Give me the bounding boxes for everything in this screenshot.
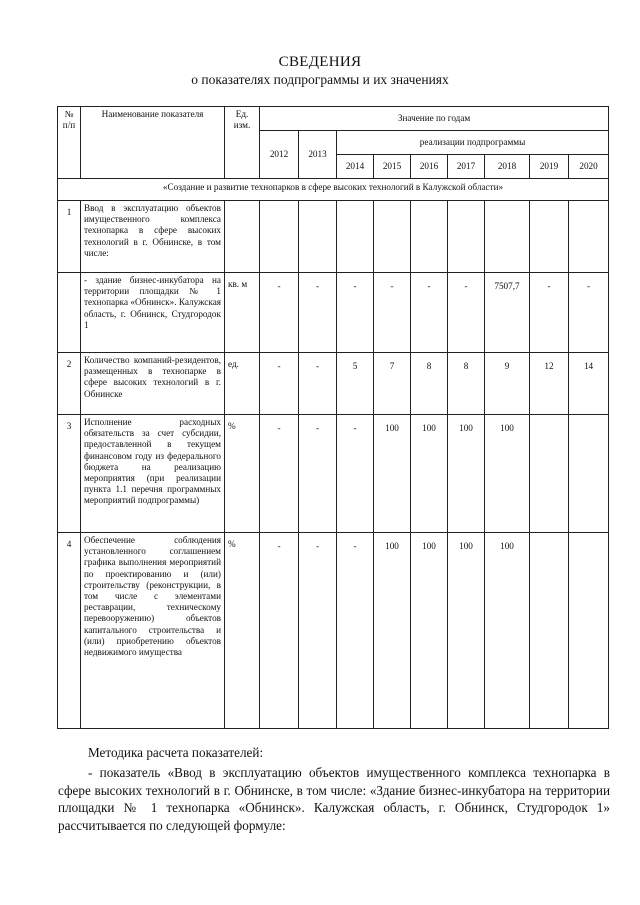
header-year-2020: 2020: [569, 155, 609, 179]
cell-2019: [530, 415, 569, 533]
cell-2017: 8: [448, 353, 485, 415]
cell-2014: 5: [337, 353, 374, 415]
row-num: 3: [58, 415, 81, 533]
cell-2016: 100: [411, 415, 448, 533]
cell-2012: -: [260, 533, 299, 729]
document-title: СВЕДЕНИЯ: [278, 54, 362, 70]
row-name: Исполнение расходных обязательств за счет субсидии, предоставленной в текущем финансовом году из федерального бюджета на реализацию мероприятия (при реализации пункта 1.1 перечня программных мероприятий подпрограммы): [81, 415, 225, 533]
cell-2020: -: [569, 273, 609, 353]
cell-2017: 100: [448, 533, 485, 729]
header-unit: Ед. изм.: [225, 107, 260, 179]
methodology-text: - показатель «Ввод в эксплуатацию объектов имущественного комплекса технопарка в сфере высоких технологий в г. Обнинске, в том числе: «Здание бизнес-инкубатора на территории площадки № 1 технопарка «Обнинск». Калужская область, г. Обнинск, Студгородок 1» рассчитывается по следующей формуле:: [58, 765, 610, 833]
cell-2017: 100: [448, 415, 485, 533]
methodology-heading: Методика расчета показателей:: [88, 745, 264, 760]
cell-2019: [530, 533, 569, 729]
cell-2012: [260, 201, 299, 273]
header-implementation: реализации подпрограммы: [337, 131, 609, 155]
cell-2012: -: [260, 273, 299, 353]
cell-2013: [299, 201, 337, 273]
cell-2014: [337, 201, 374, 273]
document-subtitle: о показателях подпрограммы и их значениях: [191, 72, 449, 87]
cell-2017: -: [448, 273, 485, 353]
cell-2015: 7: [374, 353, 411, 415]
header-year-2017: 2017: [448, 155, 485, 179]
cell-2020: [569, 201, 609, 273]
cell-2019: [530, 201, 569, 273]
cell-2018: [485, 201, 530, 273]
cell-2015: 100: [374, 415, 411, 533]
cell-2016: -: [411, 273, 448, 353]
header-values-by-year: Значение по годам: [260, 107, 609, 131]
cell-2013: -: [299, 273, 337, 353]
row-name: Ввод в эксплуатацию объектов имущественного комплекса технопарка в сфере высоких технологий в г. Обнинске, в том числе:: [81, 201, 225, 273]
cell-2019: 12: [530, 353, 569, 415]
cell-2018: 100: [485, 415, 530, 533]
cell-2020: [569, 415, 609, 533]
cell-2013: -: [299, 353, 337, 415]
row-name: Обеспечение соблюдения установленного соглашением графика выполнения мероприятий по проектированию и (или) строительству (реконструкции, в том числе с элементами реставрации, техническому перевооружению) объектов капитального строительства и (или) приобретению объектов недвижимого имущества: [81, 533, 225, 729]
header-year-2014: 2014: [337, 155, 374, 179]
cell-2015: 100: [374, 533, 411, 729]
row-num: 4: [58, 533, 81, 729]
cell-2015: -: [374, 273, 411, 353]
row-unit: [225, 201, 260, 273]
header-year-2019: 2019: [530, 155, 569, 179]
cell-2016: [411, 201, 448, 273]
header-year-2015: 2015: [374, 155, 411, 179]
cell-2016: 100: [411, 533, 448, 729]
row-num: [58, 273, 81, 353]
section-title: «Создание и развитие технопарков в сфере высоких технологий в Калужской области»: [58, 179, 609, 201]
cell-2018: 7507,7: [485, 273, 530, 353]
row-num: 2: [58, 353, 81, 415]
cell-2018: 9: [485, 353, 530, 415]
table-row: [58, 201, 609, 273]
cell-2012: -: [260, 353, 299, 415]
table-row: [58, 415, 609, 533]
table-row: [58, 273, 609, 353]
table-row: [58, 533, 609, 729]
cell-2016: 8: [411, 353, 448, 415]
header-year-2012: 2012: [260, 131, 299, 179]
cell-2012: -: [260, 415, 299, 533]
row-num: 1: [58, 201, 81, 273]
row-unit: ед.: [225, 353, 260, 415]
header-year-2016: 2016: [411, 155, 448, 179]
row-name: - здание бизнес-инкубатора на территории площадки № 1 технопарка «Обнинск». Калужская область, г. Обнинск, Студгородок 1: [81, 273, 225, 353]
row-unit: %: [225, 415, 260, 533]
row-unit: %: [225, 533, 260, 729]
indicators-table: [57, 106, 609, 729]
cell-2013: -: [299, 415, 337, 533]
cell-2014: -: [337, 533, 374, 729]
table-row: [58, 353, 609, 415]
cell-2015: [374, 201, 411, 273]
cell-2014: -: [337, 415, 374, 533]
header-year-2018: 2018: [485, 155, 530, 179]
header-year-2013: 2013: [299, 131, 337, 179]
cell-2014: -: [337, 273, 374, 353]
cell-2017: [448, 201, 485, 273]
header-num: № п/п: [58, 107, 81, 179]
header-name: Наименование показателя: [81, 107, 225, 179]
row-name: Количество компаний-резидентов, размещенных в технопарке в сфере высоких технологий в г. Обнинске: [81, 353, 225, 415]
cell-2019: -: [530, 273, 569, 353]
cell-2013: -: [299, 533, 337, 729]
cell-2020: 14: [569, 353, 609, 415]
cell-2020: [569, 533, 609, 729]
cell-2018: 100: [485, 533, 530, 729]
row-unit: кв. м: [225, 273, 260, 353]
